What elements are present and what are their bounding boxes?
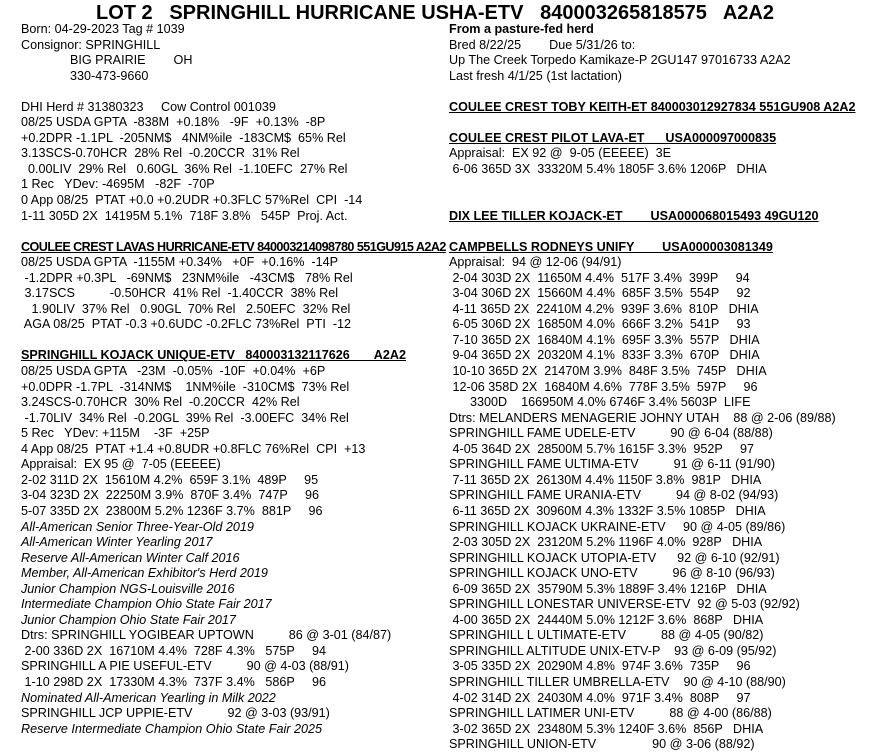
text-line: Bred 8/22/25 Due 5/31/26 to: <box>449 37 636 52</box>
text-line: 1.90LIV 37% Rel 0.90GL 70% Rel 2.50EFC 32% Rel <box>21 301 351 316</box>
text-line: 3.13SCS-0.70HCR 28% Rel -0.20CCR 31% Rel <box>21 146 300 161</box>
text-line: 7-11 365D 2X 26130M 4.4% 1150F 3.8% 981P DHIA <box>449 472 762 487</box>
text-line: 2-04 303D 2X 11650M 4.4% 517F 3.4% 399P 94 <box>449 270 750 285</box>
text-line: 6-05 306D 2X 16850M 4.0% 666F 3.2% 541P 93 <box>449 317 751 332</box>
blank-line <box>449 177 867 193</box>
text-line: 9-04 365D 2X 20320M 4.1% 833F 3.3% 670P DHIA <box>449 348 760 363</box>
text-line: 08/25 USDA GPTA -23M -0.05% -10F +0.04% +6P <box>21 364 326 379</box>
text-line: DHI Herd # 31380323 Cow Control 001039 <box>21 99 276 114</box>
pedigree-heading: COULEE CREST PILOT LAVA-ET USA000097000835 <box>449 130 777 145</box>
text-line: SPRINGHILL LONESTAR UNIVERSE-ETV 92 @ 5-03 (92/92) <box>449 597 800 612</box>
text-line: 1-11 305D 2X 14195M 5.1% 718F 3.8% 545P Proj. Act. <box>21 208 348 223</box>
text-line: SPRINGHILL TILLER UMBRELLA-ETV 90 @ 4-10 (88/90) <box>449 674 786 689</box>
text-line: SPRINGHILL ALTITUDE UNIX-ETV-P 93 @ 6-09 (95/92) <box>449 643 777 658</box>
pedigree-heading: SPRINGHILL KOJACK UNIQUE-ETV 840003132117626 A2A2 <box>21 348 406 363</box>
text-line: 12-06 358D 2X 16840M 4.6% 778F 3.5% 597P 96 <box>449 379 758 394</box>
award-line: Reserve All-American Winter Calf 2016 <box>21 550 240 565</box>
text-line: AGA 08/25 PTAT -0.3 +0.6UDC -0.2FLC 73%Rel PTI -12 <box>21 317 352 332</box>
text-line: Born: 04-29-2023 Tag # 1039 <box>21 22 185 36</box>
text-line: 3300D 166950M 4.0% 6746F 3.4% 5603P LIFE <box>449 395 751 410</box>
award-line: Junior Champion Ohio State Fair 2017 <box>21 612 236 627</box>
text-line: Appraisal: EX 92 @ 9-05 (EEEEE) 3E <box>449 146 672 161</box>
text-line: 4-00 365D 2X 24440M 5.0% 1212F 3.6% 868P DHIA <box>449 612 764 627</box>
text-line: SPRINGHILL KOJACK UNO-ETV 96 @ 8-10 (96/93) <box>449 566 775 581</box>
text-line: SPRINGHILL KOJACK UTOPIA-ETV 92 @ 6-10 (92/91) <box>449 550 780 565</box>
blank-line <box>449 115 867 131</box>
lot-title: LOT 2 SPRINGHILL HURRICANE USHA-ETV 840003265818575 A2A2 <box>95 2 774 24</box>
text-line: 10-10 365D 2X 21470M 3.9% 848F 3.5% 745P DHIA <box>449 364 767 379</box>
text-line: -1.70LIV 34% Rel -0.20GL 39% Rel -3.00EFC 34% Rel <box>21 410 349 425</box>
text-line: 6-11 365D 2X 30960M 4.3% 1332F 3.5% 1085P DHIA <box>449 503 766 518</box>
award-line: Reserve Intermediate Champion Ohio State Fair 2025 <box>21 721 323 736</box>
text-line: 08/25 USDA GPTA -1155M +0.34% +0F +0.16% -14P <box>21 255 339 270</box>
text-line: 0 App 08/25 PTAT +0.0 +0.2UDR +0.3FLC 57%Rel CPI -14 <box>21 193 363 208</box>
pedigree-heading: COULEE CREST TOBY KEITH-ET 840003012927834 551GU908 A2A2 <box>449 99 856 114</box>
text-line: SPRINGHILL JCP UPPIE-ETV 92 @ 3-03 (93/91) <box>21 706 330 721</box>
text-line: 4 App 08/25 PTAT +1.4 +0.8UDR +0.8FLC 76%Rel CPI +13 <box>21 441 366 456</box>
text-line: 5 Rec YDev: +115M -3F +25P <box>21 426 210 441</box>
pedigree-heading: COULEE CREST LAVAS HURRICANE-ETV 840003214098780 551GU915 A2A2 <box>21 239 446 254</box>
text-line: SPRINGHILL KOJACK UKRAINE-ETV 90 @ 4-05 (89/86) <box>449 519 786 534</box>
text-line: 2-03 305D 2X 23120M 5.2% 1196F 4.0% 928P DHIA <box>449 535 763 550</box>
award-line: Nominated All-American Yearling in Milk 2022 <box>21 690 276 705</box>
award-line: All-American Senior Three-Year-Old 2019 <box>21 519 254 534</box>
award-line: Junior Champion NGS-Louisville 2016 <box>21 581 235 596</box>
text-line: +0.2DPR -1.1PL -205NM$ 4NM%ile -183CM$ 65% Rel <box>21 130 346 145</box>
text-line: Dtrs: MELANDERS MENAGERIE JOHNY UTAH 88 @ 2-06 (89/88) <box>449 410 836 425</box>
text-line: 6-09 365D 2X 35790M 5.3% 1889F 3.4% 1216P DHIA <box>449 581 767 596</box>
text-line: 3.24SCS-0.70HCR 30% Rel -0.20CCR 42% Rel <box>21 395 300 410</box>
text-line: -1.2DPR +0.3PL -69NM$ 23NM%ile -43CM$ 78% Rel <box>21 270 353 285</box>
text-line: 6-06 365D 3X 33320M 5.4% 1805F 3.6% 1206P DHIA <box>449 161 767 176</box>
text-line: SPRINGHILL LATIMER UNI-ETV 88 @ 4-00 (86/88) <box>449 706 772 721</box>
text-line: 1-10 298D 2X 17330M 4.3% 737F 3.4% 586P 96 <box>21 674 327 689</box>
text-line: 4-05 364D 2X 28500M 5.7% 1615F 3.3% 952P 97 <box>449 441 755 456</box>
blank-line <box>449 84 867 100</box>
text-line: Consignor: SPRINGHILL <box>21 37 161 52</box>
text-line: 0.00LIV 29% Rel 0.60GL 36% Rel -1.10EFC 27% Rel <box>21 161 348 176</box>
blank-line <box>449 224 867 240</box>
text-line: 7-10 365D 2X 16840M 4.1% 695F 3.3% 557P DHIA <box>449 332 760 347</box>
text-line: Appraisal: 94 @ 12-06 (94/91) <box>449 255 622 270</box>
text-line: +0.0DPR -1.7PL -314NM$ 1NM%ile -310CM$ 73% Rel <box>21 379 350 394</box>
text-line: 4-02 314D 2X 24030M 4.0% 971F 3.4% 808P 97 <box>449 690 751 705</box>
text-line: SPRINGHILL A PIE USEFUL-ETV 90 @ 4-03 (88/91) <box>21 659 349 674</box>
text-line: 3-05 335D 2X 20290M 4.8% 974F 3.6% 735P 96 <box>449 659 751 674</box>
text-line: 08/25 USDA GPTA -838M +0.18% -9F +0.13% -8P <box>21 115 326 130</box>
text-line: 4-11 365D 2X 22410M 4.2% 939F 3.6% 810P DHIA <box>449 301 759 316</box>
text-line: 330-473-9660 <box>21 68 149 83</box>
right-column <box>449 22 867 753</box>
blank-line <box>21 333 439 349</box>
blank-line <box>21 224 439 240</box>
text-line: 3-02 365D 2X 23480M 5.3% 1240F 3.6% 856P DHIA <box>449 721 764 736</box>
text-line: From a pasture-fed herd <box>449 22 594 36</box>
left-column <box>21 22 446 737</box>
blank-line <box>449 193 867 209</box>
text-line: 2-02 311D 2X 15610M 4.2% 659F 3.1% 489P 95 <box>21 472 319 487</box>
text-line: 5-07 335D 2X 23800M 5.2% 1236F 3.7% 881P 96 <box>21 503 323 518</box>
text-line: Up The Creek Torpedo Kamikaze-P 2GU147 97016733 A2A2 <box>449 53 791 68</box>
award-line: Intermediate Champion Ohio State Fair 2017 <box>21 597 272 612</box>
award-line: Member, All-American Exhibitor's Herd 2019 <box>21 566 268 581</box>
blank-line <box>21 84 439 100</box>
pedigree-heading: CAMPBELLS RODNEYS UNIFY USA000003081349 <box>449 239 773 254</box>
pedigree-heading: DIX LEE TILLER KOJACK-ET USA000068015493 49GU120 <box>449 208 819 223</box>
text-line: 3-04 323D 2X 22250M 3.9% 870F 3.4% 747P 96 <box>21 488 320 503</box>
text-line: Dtrs: SPRINGHILL YOGIBEAR UPTOWN 86 @ 3-01 (84/87) <box>21 628 392 643</box>
award-line: All-American Winter Yearling 2017 <box>21 535 213 550</box>
text-line: 3.17SCS -0.50HCR 41% Rel -1.40CCR 38% Rel <box>21 286 339 301</box>
text-line: SPRINGHILL UNION-ETV 90 @ 3-06 (88/92) <box>449 737 755 752</box>
text-line: SPRINGHILL L ULTIMATE-ETV 88 @ 4-05 (90/82) <box>449 628 764 643</box>
text-line: BIG PRAIRIE OH <box>21 53 193 68</box>
text-line: 3-04 306D 2X 15660M 4.4% 685F 3.5% 554P 92 <box>449 286 751 301</box>
text-line: SPRINGHILL FAME UDELE-ETV 90 @ 6-04 (88/88) <box>449 426 773 441</box>
text-line: Last fresh 4/1/25 (1st lactation) <box>449 68 622 83</box>
text-line: 2-00 336D 2X 16710M 4.4% 728F 4.3% 575P 94 <box>21 643 327 658</box>
text-line: 1 Rec YDev: -4695M -82F -70P <box>21 177 215 192</box>
text-line: SPRINGHILL FAME URANIA-ETV 94 @ 8-02 (94/93) <box>449 488 779 503</box>
text-line: SPRINGHILL FAME ULTIMA-ETV 91 @ 6-11 (91/90) <box>449 457 776 472</box>
text-line: Appraisal: EX 95 @ 7-05 (EEEEE) <box>21 457 221 472</box>
